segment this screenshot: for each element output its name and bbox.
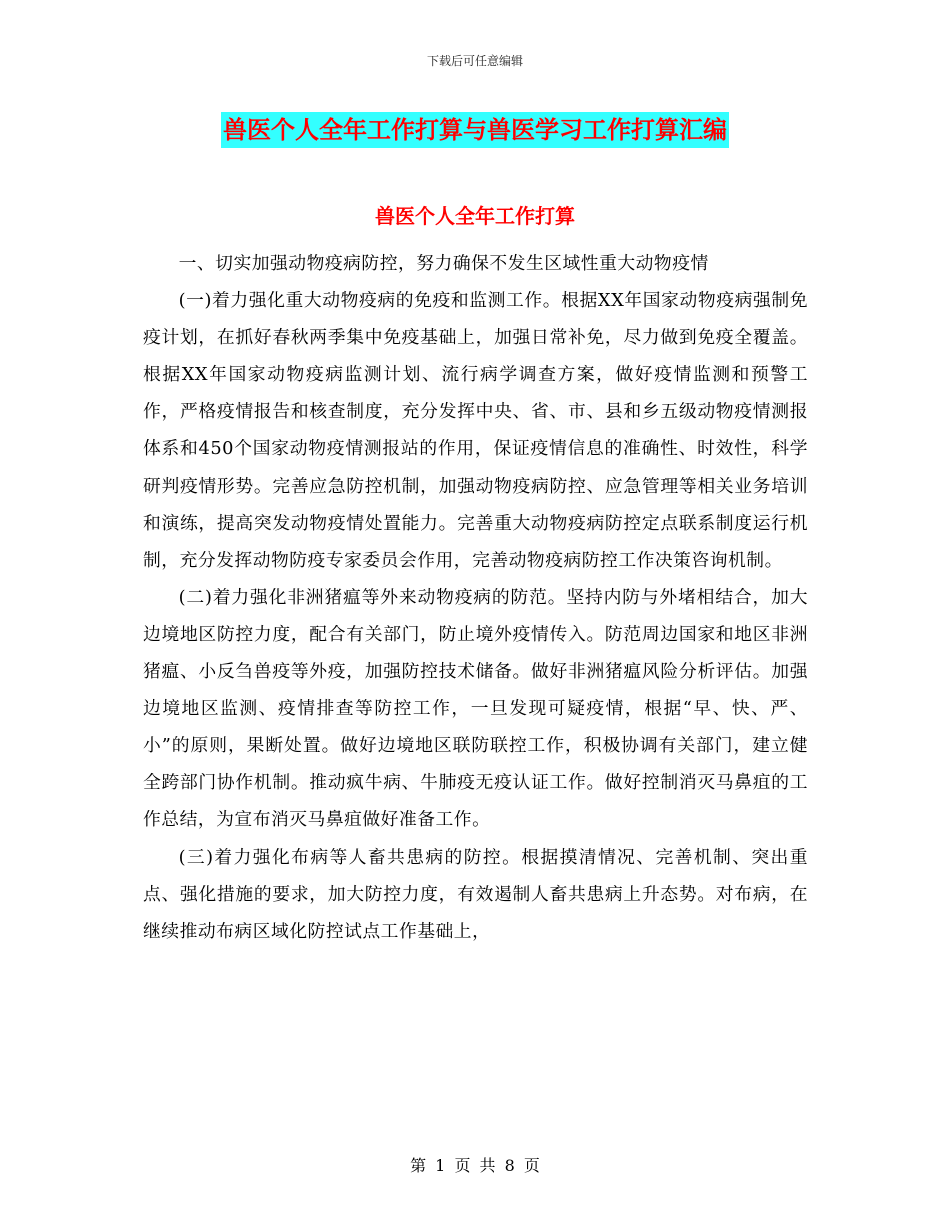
- paragraph: (三)着力强化布病等人畜共患病的防控。根据摸清情况、完善机制、突出重点、强化措施的要求，加大防控力度，有效遏制人畜共患病上升态势。对布病，在继续推动布病区域化防控试点工作基础上，: [143, 846, 808, 942]
- page-number: 第 1 页 共 8 页: [410, 1156, 540, 1175]
- document-body: [143, 245, 808, 950]
- page-header-note: 下载后可任意编辑: [426, 54, 523, 68]
- document-title: 兽医个人全年工作打算与兽医学习工作打算汇编: [221, 112, 729, 148]
- paragraph: 一、切实加强动物疫病防控，努力确保不发生区域性重大动物疫情: [178, 253, 709, 274]
- paragraph: (二)着力强化非洲猪瘟等外来动物疫病的防范。坚持内防与外堵相结合，加大边境地区防控力度，配合有关部门，防止境外疫情传入。防范周边国家和地区非洲猪瘟、小反刍兽疫等外疫，加强防控技术储备。做好非洲猪瘟风险分析评估。加强边境地区监测、疫情排查等防控工作，一旦发现可疑疫情，根据“早、快、严、小”的原则，果断处置。做好边境地区联防联控工作，积极协调有关部门，建立健全跨部门协作机制。推动疯牛病、牛肺疫无疫认证工作。做好控制消灭马鼻疽的工作总结，为宣布消灭马鼻疽做好准备工作。: [143, 586, 808, 831]
- document-title-container: [0, 112, 950, 148]
- section-title: 兽医个人全年工作打算: [375, 204, 575, 228]
- paragraph: (一)着力强化重大动物疫病的免疫和监测工作。根据XX年国家动物疫病强制免疫计划，在抓好春秋两季集中免疫基础上，加强日常补免，尽力做到免疫全覆盖。根据XX年国家动物疫病监测计划、流行病学调查方案，做好疫情监测和预警工作，严格疫情报告和核查制度，充分发挥中央、省、市、县和乡五级动物疫情测报体系和450个国家动物疫情测报站的作用，保证疫情信息的准确性、时效性，科学研判疫情形势。完善应急防控机制，加强动物疫病防控、应急管理等相关业务培训和演练，提高突发动物疫情处置能力。完善重大动物疫病防控定点联系制度运行机制，充分发挥动物防疫专家委员会作用，完善动物疫病防控工作决策咨询机制。: [143, 290, 808, 571]
